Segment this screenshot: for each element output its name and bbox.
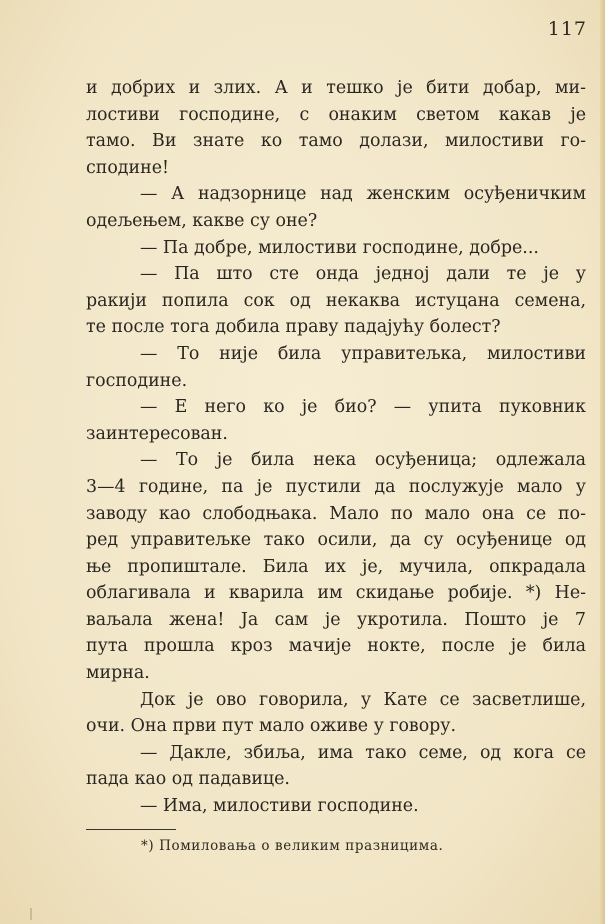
text-line: ваљала жена! Ја сам је укротила. Пошто је 7: [86, 609, 586, 630]
footnote: *) Помиловања о великим празницима.: [141, 838, 444, 854]
text-line: — А надзорнице над женским осуђеничким: [140, 184, 586, 205]
text-line: заводу као слободњака. Мало по мало она се по-: [86, 503, 586, 524]
text-line: пада као од падавице.: [86, 769, 290, 790]
text-line: мирна.: [86, 663, 150, 684]
text-line: Док је ово говорила, у Кате се засветлише,: [140, 689, 586, 710]
text-line: — Е него ко је био? — упита пуковник: [140, 397, 586, 418]
text-line: и добрих и злих. А и тешко је бити добар, ми-: [86, 78, 586, 98]
text-line: одељењем, какве су оне?: [86, 210, 318, 231]
page-number: 117: [547, 18, 587, 40]
footnote-divider: [86, 829, 176, 830]
body-text: [86, 75, 586, 820]
text-line: ред управитељке тако осили, да су осуђенице од: [86, 530, 586, 551]
text-line: господине.: [86, 370, 188, 391]
text-line: — То је била нека осуђеница; одлежала: [140, 450, 586, 471]
text-line: — Има, милостиви господине.: [140, 796, 419, 817]
text-line: ракији попила сок од некаква истуцана семена,: [86, 290, 586, 311]
text-line: облагивала и кварила им скидање робије. *) Не-: [86, 583, 586, 604]
page-edge: [600, 0, 605, 924]
text-line: ње пропиштале. Била их је, мучила, опкрадала: [86, 556, 586, 577]
text-line: — То није била управитељка, милостиви: [140, 343, 586, 364]
text-line: — Па што сте онда једној дали те је у: [140, 264, 586, 285]
text-line: — Дакле, збиља, има тако семе, од кога се: [140, 742, 586, 763]
text-line: лостиви господине, с онаким светом какав је: [86, 104, 586, 125]
text-line: 3—4 године, па је пустили да послужује мало у: [86, 476, 586, 497]
text-line: очи. Она први пут мало оживе у говору.: [86, 716, 457, 737]
text-line: пута прошла кроз мачије нокте, после је била: [86, 636, 586, 657]
text-line: сподине!: [86, 157, 169, 178]
text-line: заинтересован.: [86, 423, 228, 444]
text-line: — Па добре, милостиви господине, добре...: [140, 237, 539, 258]
text-line: те после тога добила праву падајућу болест?: [86, 317, 501, 338]
margin-mark: [30, 908, 32, 920]
text-line: тамо. Ви знате ко тамо долази, милостиви го-: [86, 131, 586, 152]
